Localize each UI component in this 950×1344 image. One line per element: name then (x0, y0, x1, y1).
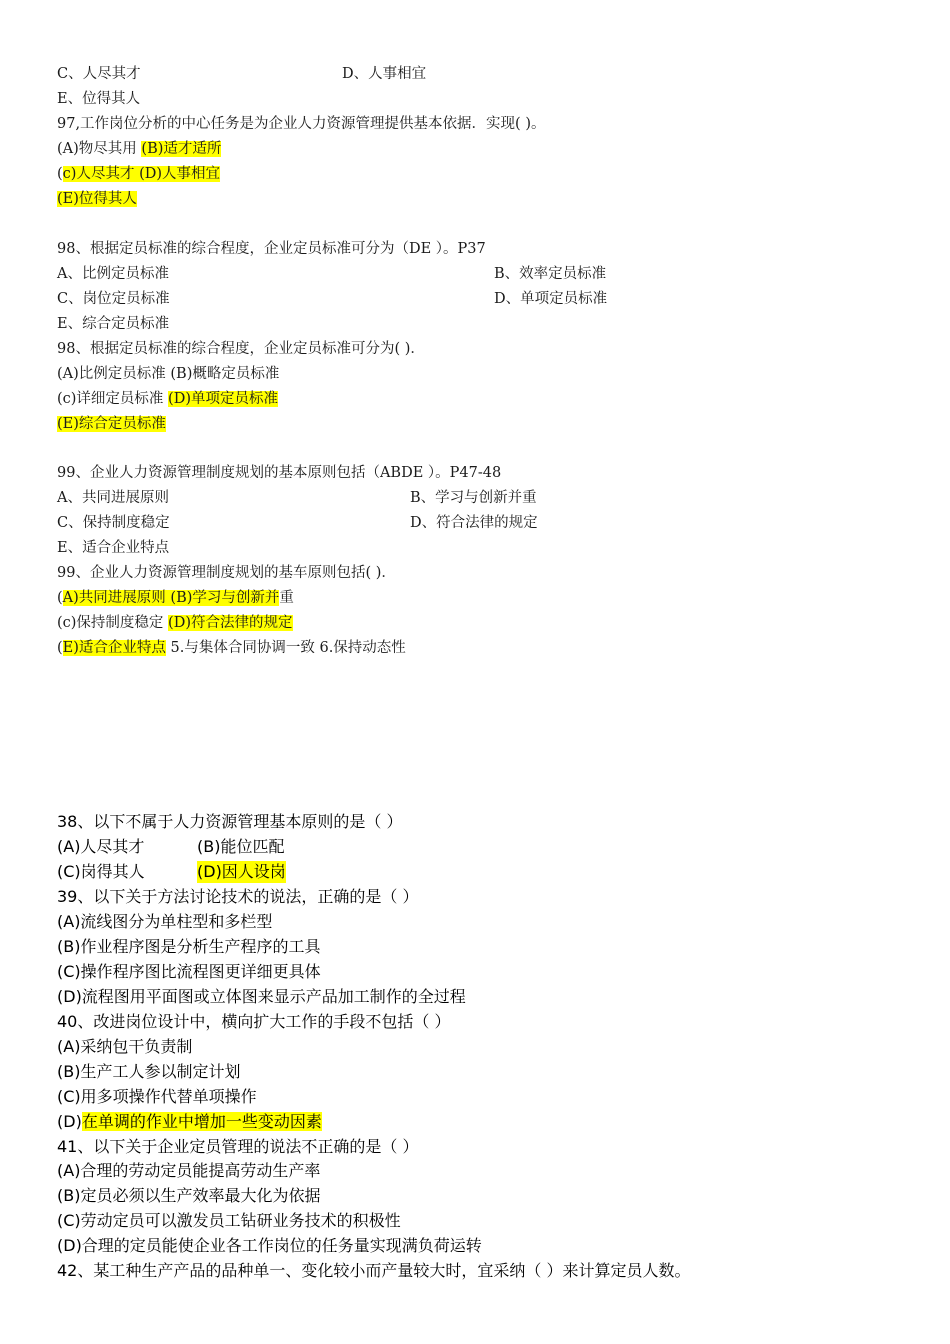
answer-c: (c)详细定员标准 (57, 391, 169, 407)
answer-line (57, 138, 221, 160)
option-e: E、综合定员标准 (57, 316, 170, 332)
answer-c: (c)保持制度稳定 (57, 615, 169, 631)
highlighted-answer: 在单调的作业中增加一些变动因素 (81, 1112, 322, 1131)
option-e: E、位得其人 (57, 91, 141, 107)
option-b: B、效率定员标准 (494, 266, 607, 282)
answer-line (57, 612, 293, 634)
answer-line (57, 587, 294, 609)
highlighted-answer: (B)适才适所 (141, 141, 222, 157)
answer-line (57, 637, 406, 659)
highlighted-answer: c)人尽其才 (62, 166, 140, 182)
highlighted-answer: (D)人事相宜 (139, 166, 221, 182)
option-a: A、共同进展原则 (57, 490, 169, 506)
option-c: (C)用多项操作代替单项操作 (57, 1087, 257, 1106)
highlighted-answer: (E)位得其人 (57, 191, 137, 207)
option-c: (C)岗得其人 (57, 862, 145, 881)
question-42: 42、某工种生产产品的品种单一、变化较小而产量较大时，宜采纳（ ）来计算定员人数。 (57, 1261, 691, 1280)
option-d: D、单项定员标准 (494, 291, 608, 307)
highlighted-answer: (D)单项定员标准 (168, 391, 278, 407)
option-c: C、人尽其才 (57, 66, 141, 82)
option-b: (B)生产工人参以制定计划 (57, 1062, 241, 1081)
answer-line (57, 388, 278, 410)
option-c: C、保持制度稳定 (57, 515, 170, 531)
option-d: D、人事相宜 (342, 66, 427, 82)
answer-tail: 重 (279, 590, 294, 606)
highlighted-answer: (B)学习与创新并 (170, 590, 280, 606)
option-a: A、比例定员标准 (57, 266, 169, 282)
option-line (57, 263, 757, 285)
paren: ( (57, 166, 63, 182)
question-97: 97,工作岗位分析的中心任务是为企业人力资源管理提供基本依据．实现( )。 (57, 116, 546, 132)
answer-line (57, 413, 166, 435)
answer-line (57, 163, 220, 185)
option-b: (B)定员必须以生产效率最大化为依据 (57, 1186, 321, 1205)
option-a: (A)人尽其才 (57, 837, 145, 856)
option-d: (D)流程图用平面图或立体图来显示产品加工制作的全过程 (57, 987, 466, 1006)
question-41: 41、以下关于企业定员管理的说法不正确的是（ ） (57, 1137, 419, 1156)
option-b: B、学习与创新并重 (410, 490, 537, 506)
option-line (57, 836, 457, 858)
option-d: D、符合法律的规定 (410, 515, 538, 531)
question-98: 98、根据定员标准的综合程度，企业定员标准可分为（DE ）。P37 (57, 241, 486, 257)
answer-extra: 5.与集体合同协调一致 6.保持动态性 (165, 640, 406, 656)
option-label: (D) (57, 1112, 82, 1131)
option-b: (B)作业程序图是分析生产程序的工具 (57, 937, 321, 956)
option-a: (A)采纳包干负责制 (57, 1037, 193, 1056)
answer-line: (A)比例定员标准 (B)概略定员标准 (57, 366, 280, 382)
highlighted-answer: (D)符合法律的规定 (168, 615, 293, 631)
question-38: 38、以下不属于人力资源管理基本原则的是（ ） (57, 812, 403, 831)
highlighted-answer: (E)综合定员标准 (57, 416, 166, 432)
option-line (57, 487, 757, 509)
answer-line (57, 188, 137, 210)
highlighted-answer: A)共同进展原则 (62, 590, 171, 606)
highlighted-answer: E)适合企业特点 (62, 640, 166, 656)
question-39: 39、以下关于方法讨论技术的说法，正确的是（ ） (57, 887, 419, 906)
option-line (57, 861, 457, 883)
option-c: (C)操作程序图比流程图更详细更具体 (57, 962, 321, 981)
option-c: (C)劳动定员可以激发员工钻研业务技术的积极性 (57, 1211, 401, 1230)
option-d: (D)合理的定员能使企业各工作岗位的任务量实现满负荷运转 (57, 1236, 482, 1255)
paren: ( (57, 590, 63, 606)
question-99-alt: 99、企业人力资源管理制度规划的基车原则包括( )． (57, 565, 396, 581)
question-98-alt: 98、根据定员标准的综合程度，企业定员标准可分为( )． (57, 341, 425, 357)
option-d (57, 1111, 322, 1133)
answer-a: (A)物尽其用 (57, 141, 142, 157)
option-b: (B)能位匹配 (197, 837, 285, 856)
option-a: (A)流线图分为单柱型和多栏型 (57, 912, 273, 931)
highlighted-answer: (D)因人设岗 (197, 862, 286, 881)
option-line (57, 288, 757, 310)
option-c: C、岗位定员标准 (57, 291, 170, 307)
question-40: 40、改进岗位设计中，横向扩大工作的手段不包括（ ） (57, 1012, 451, 1031)
option-line (57, 512, 757, 534)
option-a: (A)合理的劳动定员能提高劳动生产率 (57, 1161, 321, 1180)
option-e: E、适合企业特点 (57, 540, 170, 556)
option-line (57, 63, 757, 85)
paren: ( (57, 640, 63, 656)
question-99: 99、企业人力资源管理制度规划的基本原则包括（ABDE ）。P47-48 (57, 465, 502, 481)
